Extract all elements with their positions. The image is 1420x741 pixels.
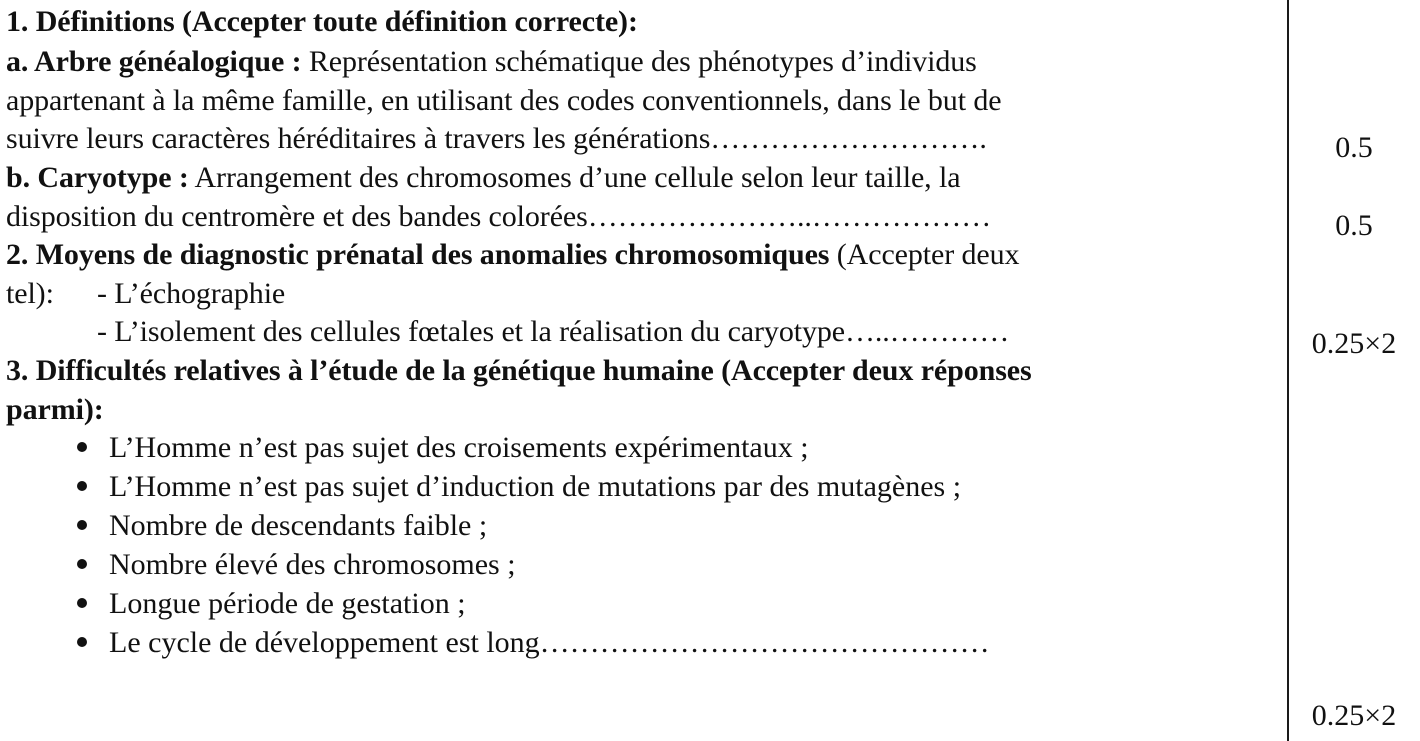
section3-list-item (77, 430, 809, 466)
bullet-icon (77, 481, 87, 491)
section2-heading-line (6, 237, 1019, 273)
score-definition-b: 0.5 (1335, 209, 1373, 242)
list-item-text: Nombre élevé des chromosomes ; (109, 548, 516, 581)
definition-b-line1 (6, 160, 960, 196)
definition-a-term: a. Arbre généalogique : (6, 45, 302, 78)
definition-b-line2: disposition du centromère et des bandes colorées…………………..……………… (6, 200, 992, 233)
section3-list-item (77, 469, 961, 505)
bullet-icon (77, 442, 87, 452)
list-item-text: L’Homme n’est pas sujet d’induction de mutations par des mutagènes ; (109, 470, 962, 503)
list-item-text: Le cycle de développement est long……………………………………… (109, 626, 990, 659)
section3-list-item (77, 547, 516, 583)
section2-note-cont: tel): (6, 277, 54, 310)
section3-list-item (77, 625, 990, 661)
section2-item-fetal-cells: - L’isolement des cellules fœtales et la réalisation du caryotype…..………… (97, 315, 1010, 348)
bullet-icon (77, 520, 87, 530)
bullet-icon (77, 598, 87, 608)
definition-b-term: b. Caryotype : (6, 161, 189, 194)
bullet-icon (77, 559, 87, 569)
list-item-text: L’Homme n’est pas sujet des croisements expérimentaux ; (109, 431, 809, 464)
bullet-icon (77, 637, 87, 647)
section3-list-item (77, 508, 487, 544)
definition-a-text1: Représentation schématique des phénotypes d’individus (301, 45, 977, 78)
score-section2: 0.25×2 (1311, 327, 1397, 360)
section2-note: (Accepter deux (829, 238, 1020, 271)
list-item-text: Longue période de gestation ; (109, 587, 466, 620)
definition-a-line3: suivre leurs caractères héréditaires à travers les générations………………………. (6, 122, 987, 155)
definition-a-line2: appartenant à la même famille, en utilisant des codes conventionnels, dans le but de (6, 84, 1002, 117)
section2-heading: 2. Moyens de diagnostic prénatal des anomalies chromosomiques (6, 238, 830, 271)
section3-heading-line1: 3. Difficultés relatives à l’étude de la génétique humaine (Accepter deux réponses (6, 354, 1032, 387)
score-section3: 0.25×2 (1311, 699, 1397, 732)
score-definition-a: 0.5 (1335, 131, 1373, 164)
section3-heading-line2: parmi): (6, 393, 104, 426)
section2-item-ultrasound: - L’échographie (97, 277, 286, 310)
section3-list-item (77, 586, 466, 622)
section1-heading: 1. Définitions (Accepter toute définition correcte): (6, 5, 638, 38)
score-column-divider (1287, 0, 1289, 741)
list-item-text: Nombre de descendants faible ; (109, 509, 488, 542)
definition-b-text1: Arrangement des chromosomes d’une cellule selon leur taille, la (188, 161, 961, 194)
definition-a-line1 (6, 44, 977, 80)
